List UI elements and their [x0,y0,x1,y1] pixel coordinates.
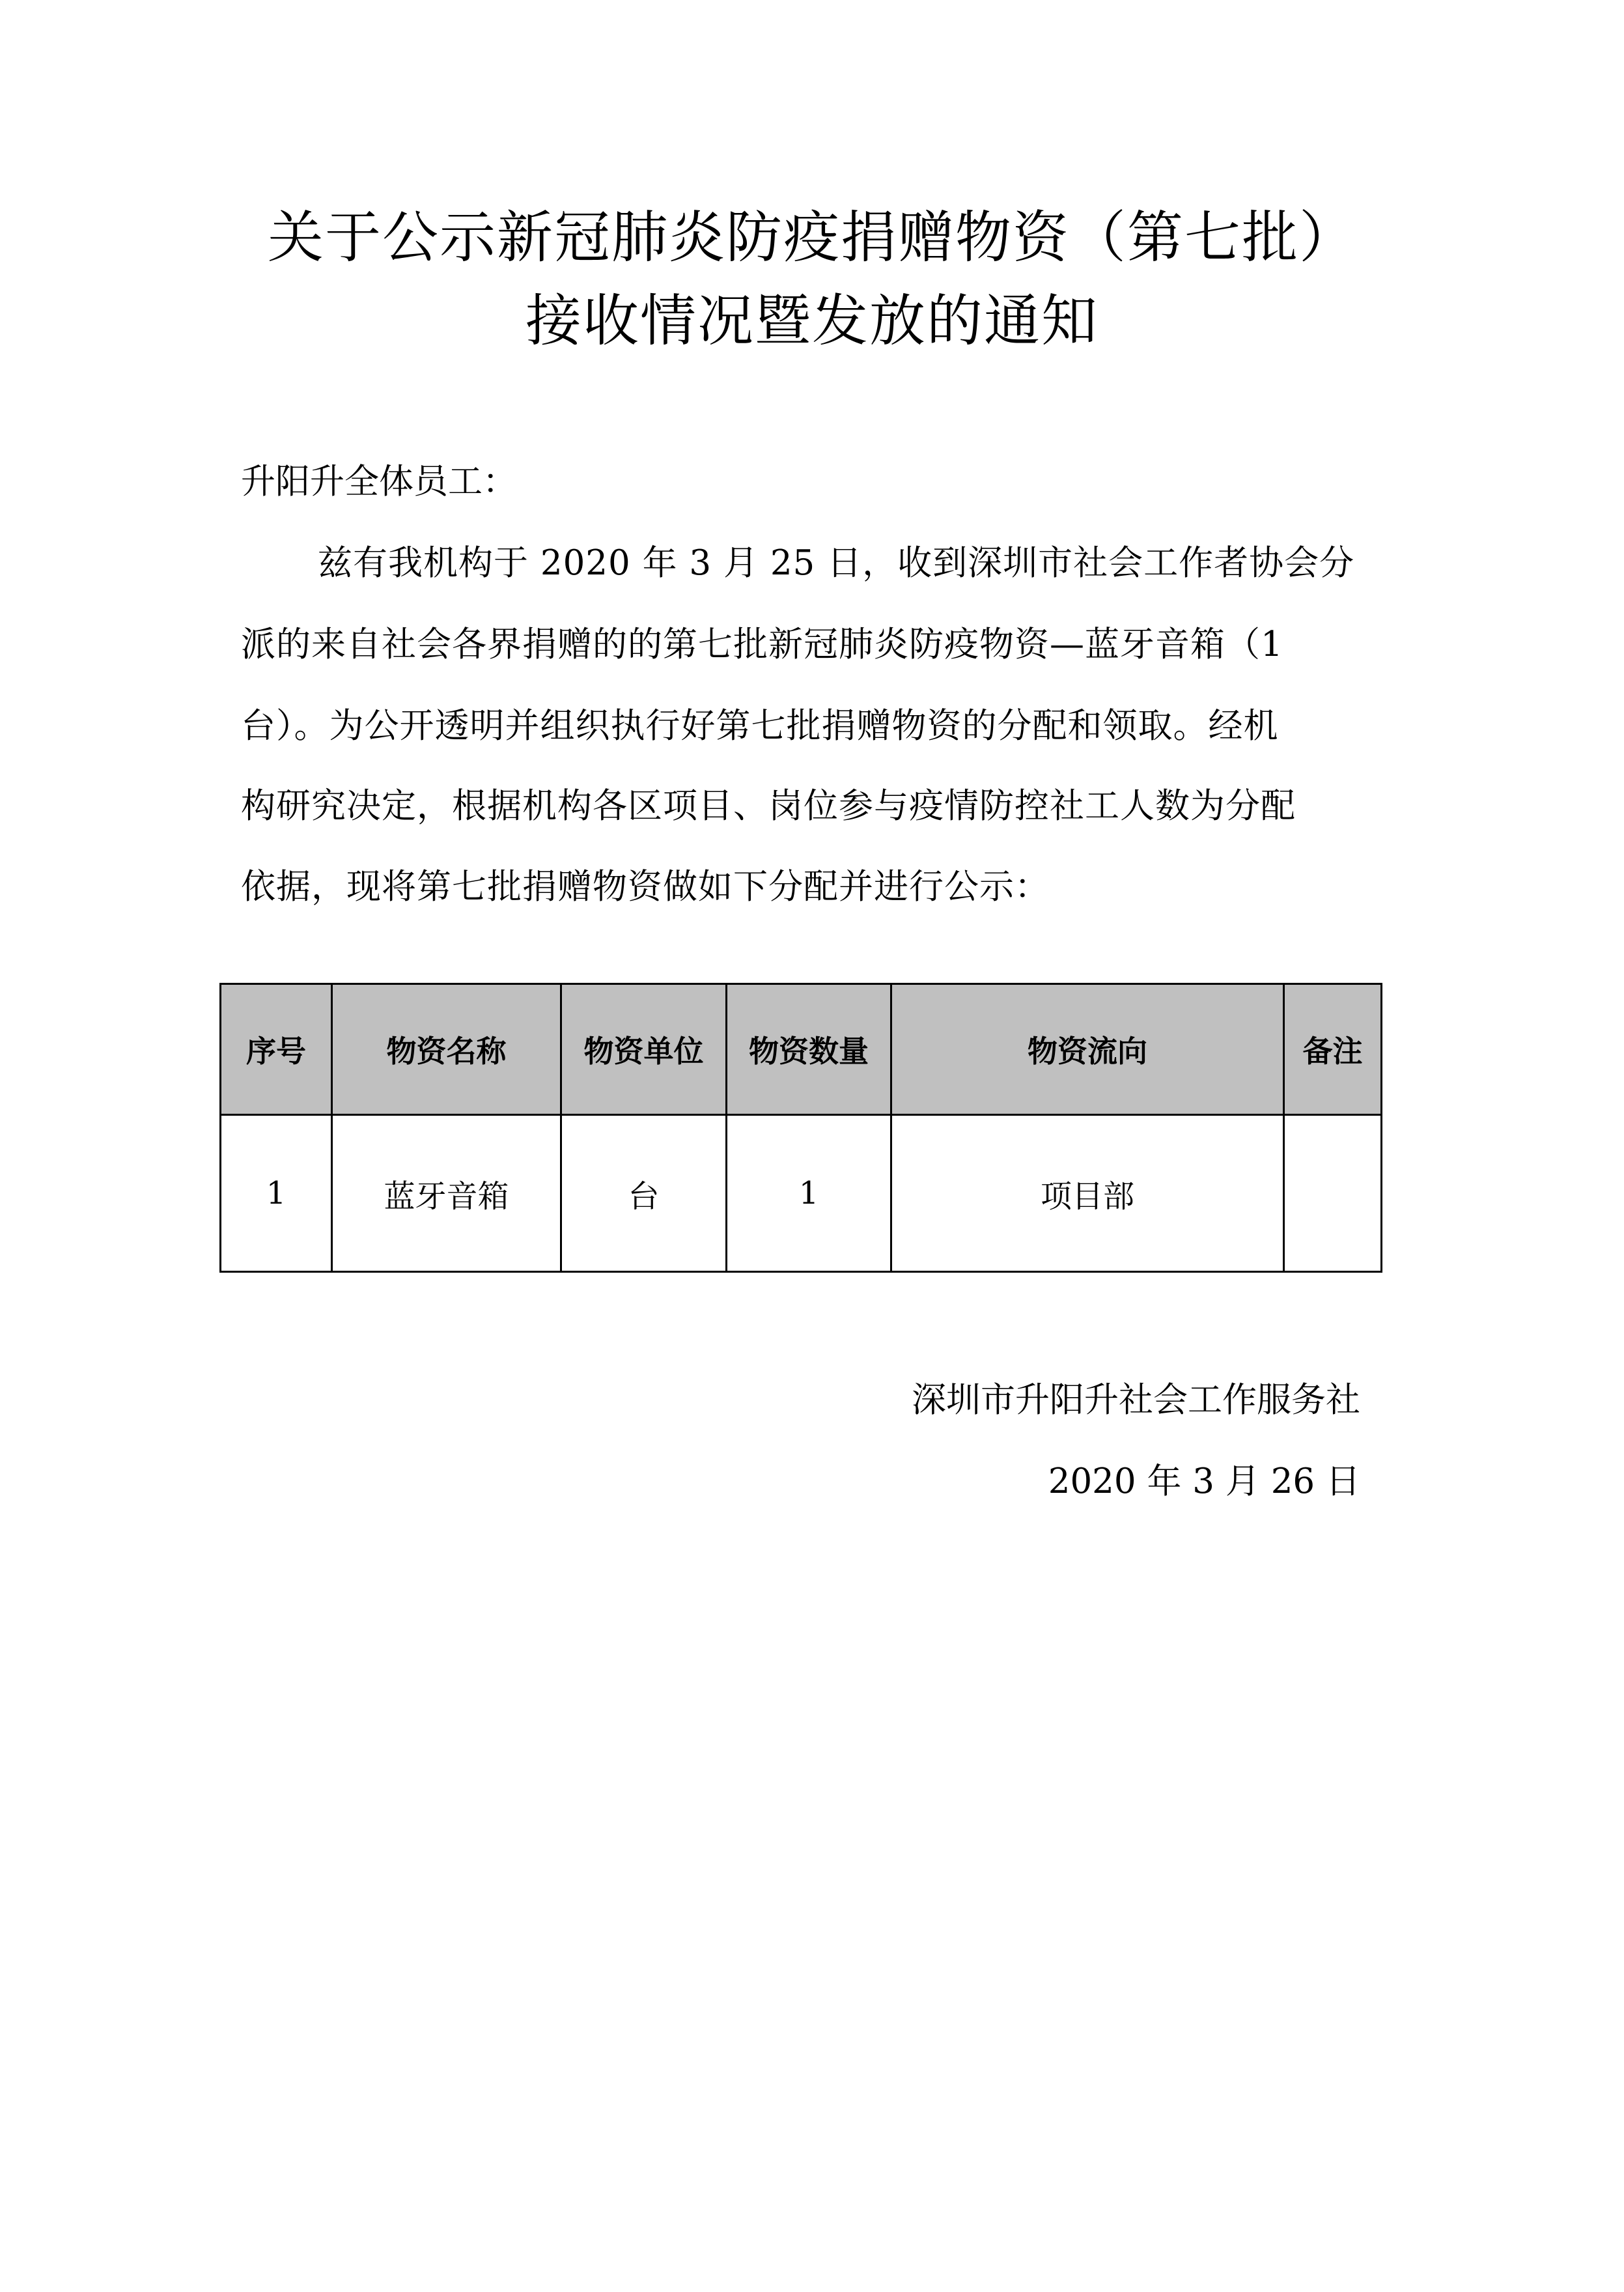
cell-item-name: 蓝牙音箱 [332,1115,561,1272]
body-paragraph-line: 构研究决定，根据机构各区项目、岗位参与疫情防控社工人数为分配 [241,786,1296,826]
header-item-unit: 物资单位 [561,984,727,1115]
body-paragraph-line: 依据，现将第七批捐赠物资做如下分配并进行公示： [241,867,1050,907]
cell-item-quantity: 1 [727,1115,891,1272]
notice-title-line-2: 接收情况暨发放的通知 [525,289,1099,354]
cell-item-destination: 项目部 [891,1115,1284,1272]
body-paragraph-line: 派的来自社会各界捐赠的的第七批新冠肺炎防疫物资—蓝牙音箱（1 [241,625,1283,664]
allocation-table [219,983,1382,1273]
cell-serial-number: 1 [221,1115,332,1272]
signature-organization: 深圳市升阳升社会工作服务社 [912,1380,1360,1420]
salutation: 升阳升全体员工： [241,462,517,502]
header-item-destination: 物资流向 [891,984,1284,1115]
cell-item-unit: 台 [561,1115,727,1272]
notice-title-line-1: 关于公示新冠肺炎防疫捐赠物资（第七批） [268,205,1356,270]
body-paragraph-line: 台）。为公开透明并组织执行好第七批捐赠物资的分配和领取。经机 [241,706,1279,746]
signature-date: 2020 年 3 月 26 日 [1048,1462,1360,1501]
table-row [221,1115,1382,1272]
cell-remarks [1284,1115,1382,1272]
table-header-row [221,984,1382,1115]
header-item-name: 物资名称 [332,984,561,1115]
header-item-quantity: 物资数量 [727,984,891,1115]
header-remarks: 备注 [1284,984,1382,1115]
header-serial-number: 序号 [221,984,332,1115]
body-paragraph-line: 兹有我机构于 2020 年 3 月 25 日，收到深圳市社会工作者协会分 [318,543,1355,583]
